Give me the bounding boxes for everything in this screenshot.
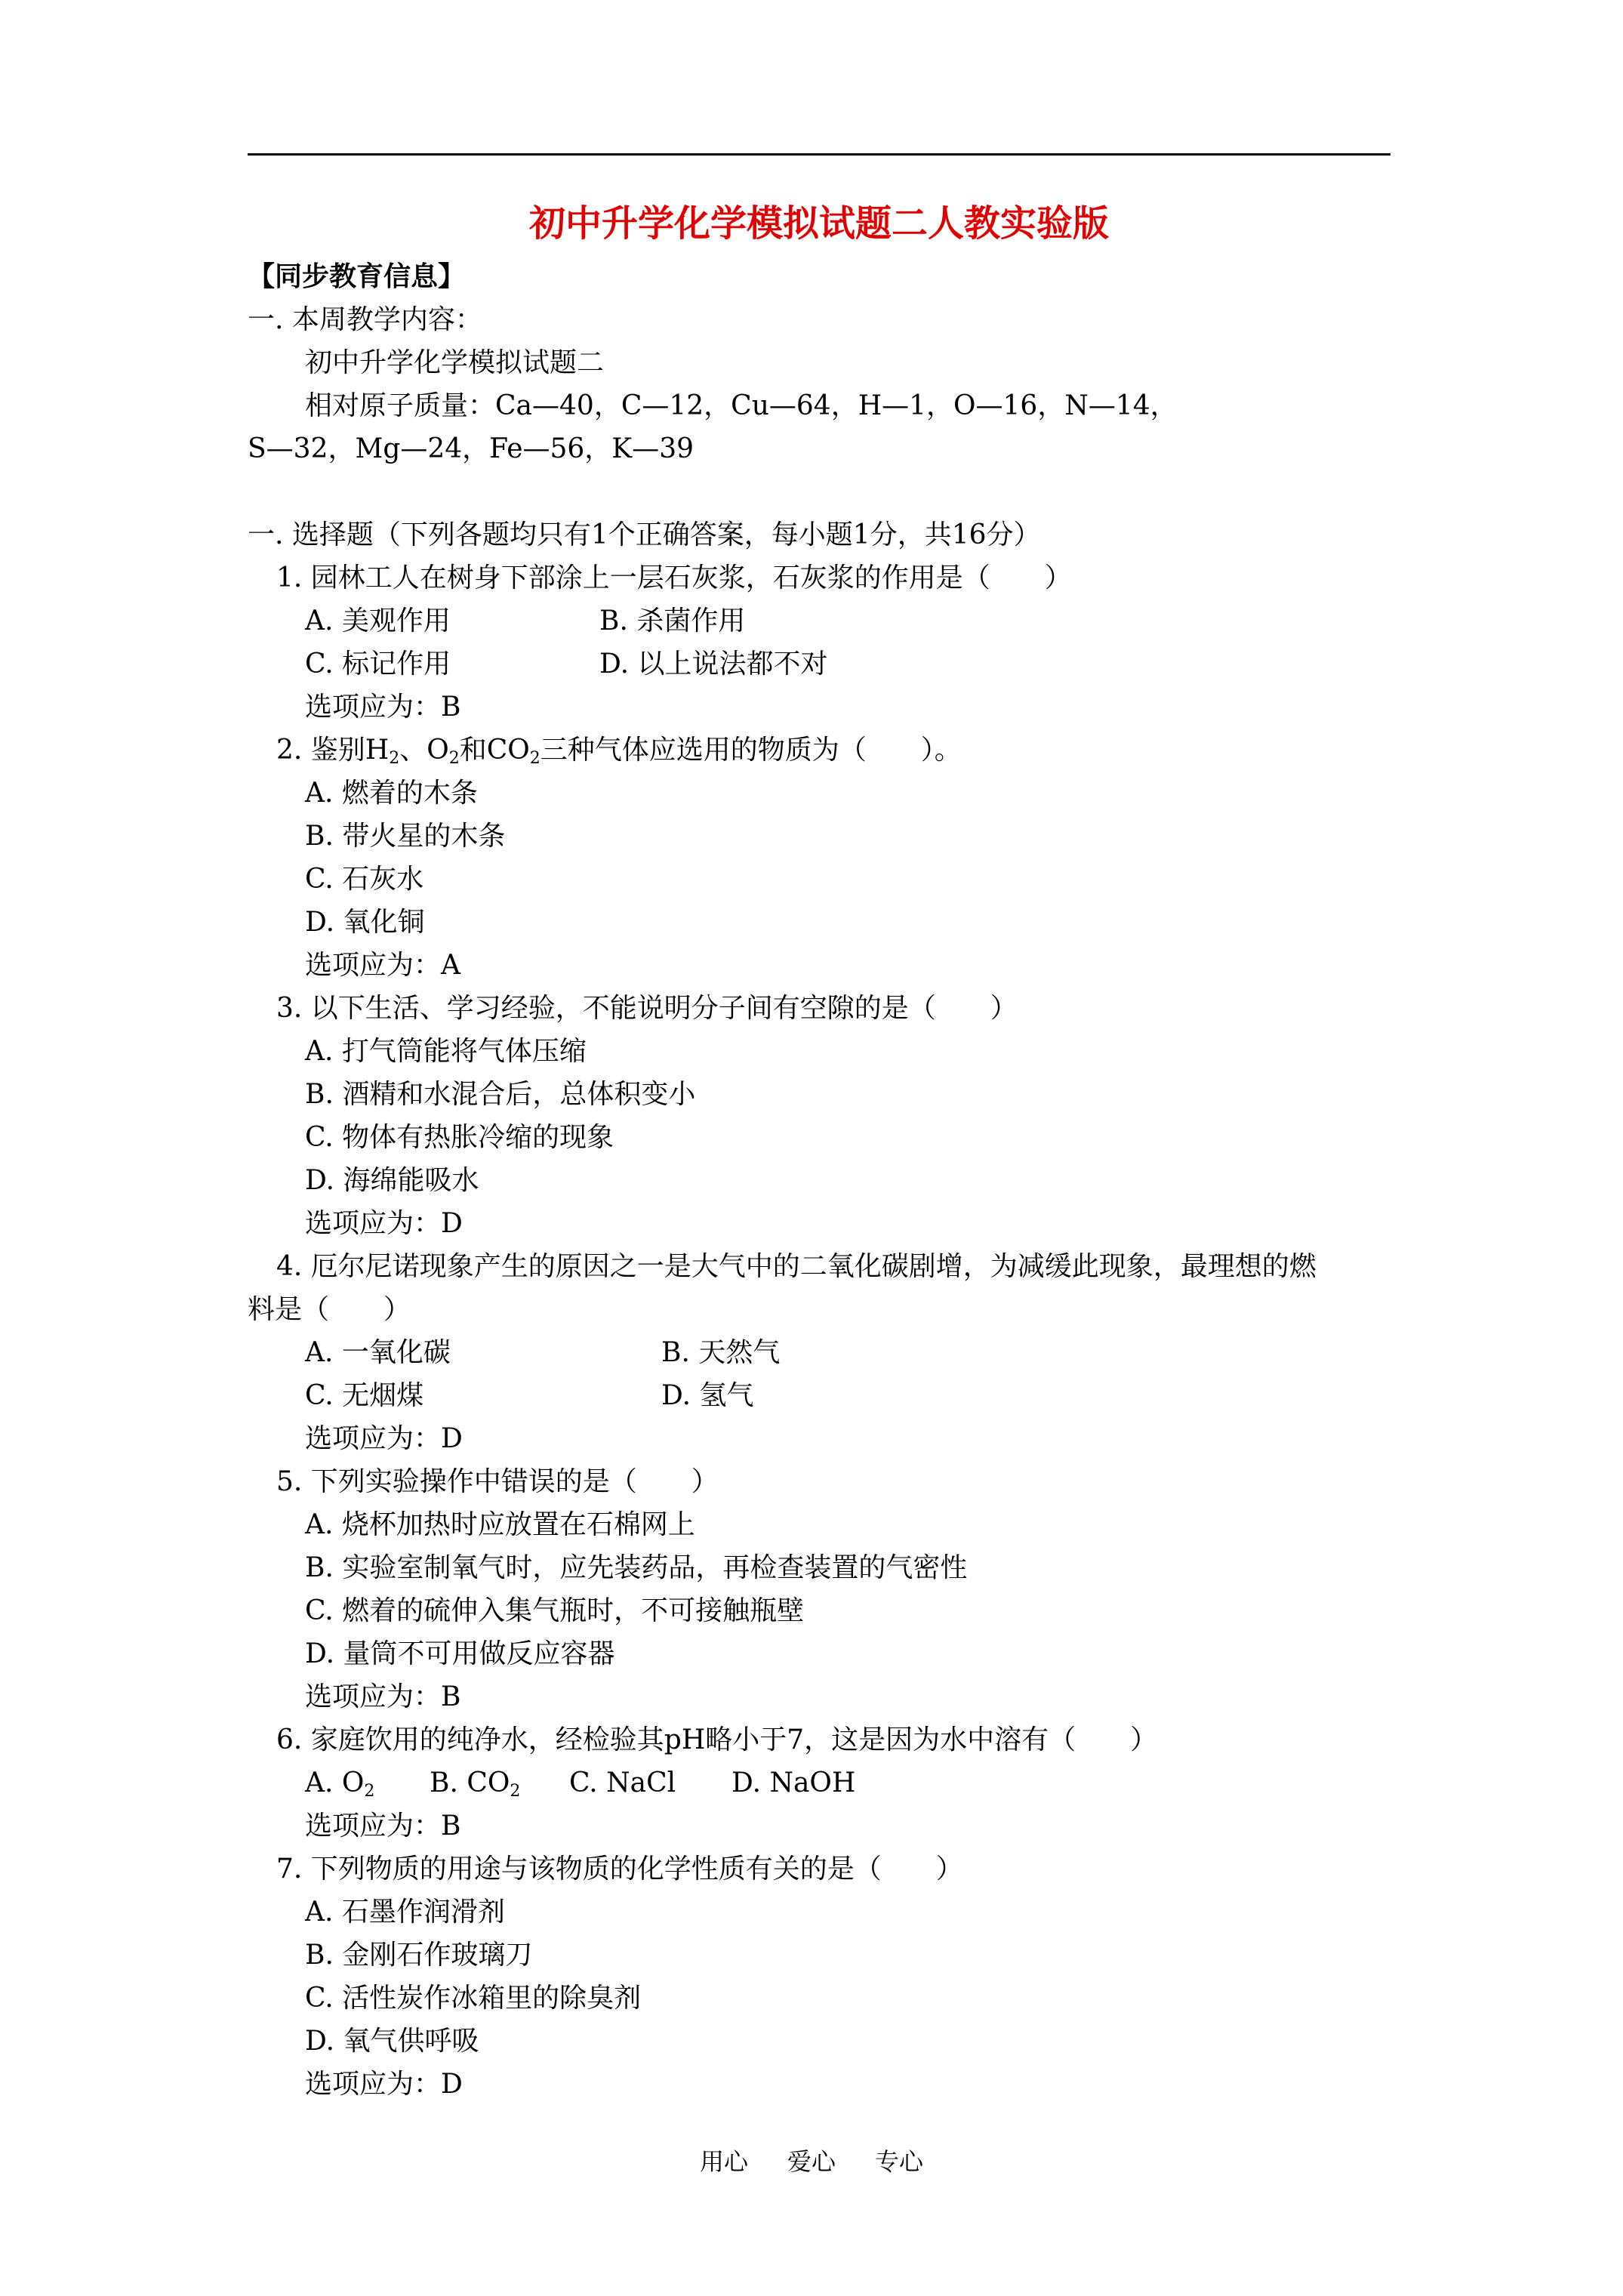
option-a: A. 烧杯加热时应放置在石棉网上	[305, 1509, 695, 1540]
option-c: C. NaCl	[569, 1767, 676, 1798]
option-c: C. 石灰水	[305, 864, 424, 895]
question-7-answer: 选项应为：D	[305, 2069, 463, 2100]
question-1: 1. 园林工人在树身下部涂上一层石灰浆，石灰浆的作用是（ ）	[276, 562, 1072, 593]
spacer	[248, 470, 1390, 513]
header-rule	[248, 153, 1390, 156]
question-4-options-row-1	[248, 1331, 1390, 1374]
week-content: 初中升学化学模拟试题二	[305, 347, 605, 378]
option-a: A. 一氧化碳	[305, 1337, 451, 1368]
question-4-options-row-2	[248, 1374, 1390, 1417]
option-d: D. 海绵能吸水	[305, 1165, 479, 1196]
option-c: C. 标记作用	[305, 649, 451, 680]
page-footer	[0, 2143, 1623, 2180]
question-3-answer: 选项应为：D	[305, 1208, 463, 1239]
question-7: 7. 下列物质的用途与该物质的化学性质有关的是（ ）	[276, 1854, 963, 1885]
section-header: 【同步教育信息】	[248, 261, 466, 292]
option-b: B. 天然气	[661, 1337, 781, 1368]
question-4-line-2: 料是（ ）	[248, 1294, 411, 1325]
question-6: 6. 家庭饮用的纯净水，经检验其pH略小于7，这是因为水中溶有（ ）	[276, 1724, 1158, 1755]
footer-text-2: 爱心	[787, 2147, 836, 2176]
option-b: B. $CO_2$	[430, 1767, 521, 1801]
option-c: C. 燃着的硫伸入集气瓶时，不可接触瓶壁	[305, 1595, 805, 1626]
question-6-options	[248, 1761, 1390, 1804]
option-c: C. 物体有热胀冷缩的现象	[305, 1122, 614, 1153]
question-5: 5. 下列实验操作中错误的是（ ）	[276, 1466, 719, 1497]
atomic-mass-line-2: S—32，Mg—24，Fe—56，K—39	[248, 433, 694, 464]
option-b: B. 杀菌作用	[599, 606, 746, 636]
question-1-options-row-2	[248, 643, 1390, 686]
atomic-mass-line-1: 相对原子质量：Ca—40，C—12，Cu—64，H—1，O—16，N—14，	[305, 390, 1178, 421]
option-d: D. 以上说法都不对	[599, 649, 828, 680]
option-c: C. 无烟煤	[305, 1380, 424, 1411]
option-b: B. 酒精和水混合后，总体积变小	[305, 1079, 696, 1110]
option-a: A. 燃着的木条	[305, 778, 478, 809]
question-2: 2. 鉴别$H_2$、$O_2$和$CO_2$三种气体应选用的物质为（ ）。	[276, 735, 962, 768]
question-2-answer: 选项应为：A	[305, 950, 460, 981]
option-d: D. 氢气	[661, 1380, 754, 1411]
document-body	[248, 255, 1390, 2106]
question-6-answer: 选项应为：B	[305, 1811, 461, 1841]
section-1-title: 一. 选择题（下列各题均只有1个正确答案，每小题1分，共16分）	[248, 519, 1041, 550]
footer-text-1: 用心	[699, 2147, 748, 2176]
question-1-options-row-1	[248, 599, 1390, 643]
document-title: 初中升学化学模拟试题二人教实验版	[528, 202, 1109, 245]
question-5-answer: 选项应为：B	[305, 1681, 461, 1712]
option-a: A. 美观作用	[305, 606, 451, 636]
option-b: B. 金刚石作玻璃刀	[305, 1940, 533, 1971]
question-4-line-1: 4. 厄尔尼诺现象产生的原因之一是大气中的二氧化碳剧增，为减缓此现象，最理想的燃	[276, 1251, 1317, 1282]
question-1-answer: 选项应为：B	[305, 692, 461, 723]
week-label: 一. 本周教学内容：	[248, 304, 482, 335]
option-d: D. 量筒不可用做反应容器	[305, 1638, 615, 1669]
option-c: C. 活性炭作冰箱里的除臭剂	[305, 1983, 642, 2014]
option-b: B. 带火星的木条	[305, 821, 506, 852]
option-d: D. 氧气供呼吸	[305, 2026, 479, 2057]
option-a: A. 石墨作润滑剂	[305, 1897, 505, 1928]
question-3: 3. 以下生活、学习经验，不能说明分子间有空隙的是（ ）	[276, 993, 1018, 1024]
option-a: A. $O_2$	[305, 1767, 375, 1801]
option-d: D. 氧化铜	[305, 907, 425, 938]
footer-text-3: 专心	[875, 2147, 924, 2176]
option-d: D. NaOH	[731, 1767, 856, 1798]
question-4-answer: 选项应为：D	[305, 1423, 463, 1454]
option-b: B. 实验室制氧气时，应先装药品，再检查装置的气密性	[305, 1552, 968, 1583]
option-a: A. 打气筒能将气体压缩	[305, 1036, 587, 1067]
